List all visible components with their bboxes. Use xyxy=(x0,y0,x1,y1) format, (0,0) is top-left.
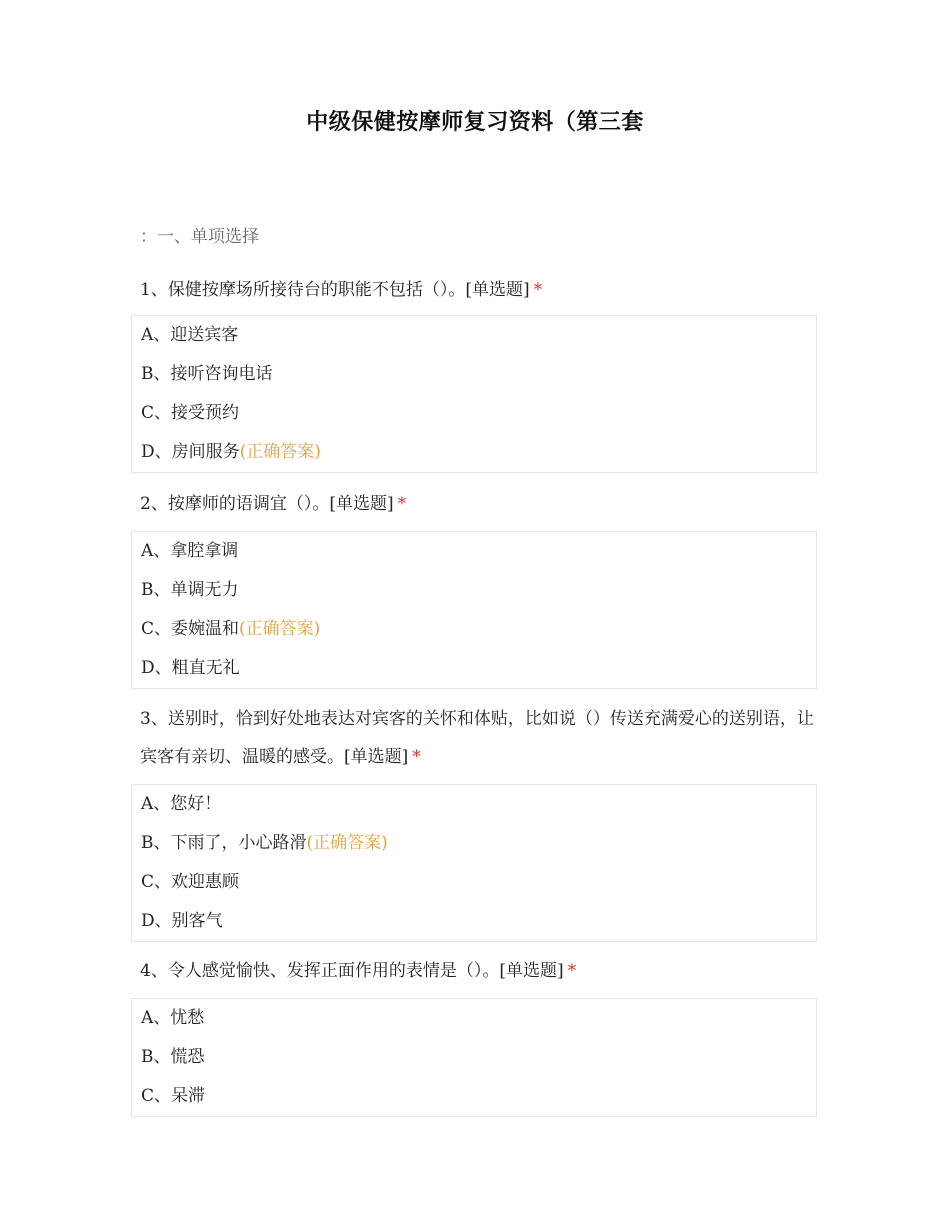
option-label: B、接听咨询电话 xyxy=(141,364,273,384)
question-3 xyxy=(140,700,820,776)
question-text: 4、令人感觉愉快、发挥正面作用的表情是（）。[单选题] xyxy=(140,961,564,981)
question-text: 1、保健按摩场所接待台的职能不包括（）。[单选题] xyxy=(140,280,530,300)
question-4 xyxy=(140,952,820,990)
option-1b[interactable] xyxy=(132,355,816,394)
options-box-3 xyxy=(131,784,817,942)
question-text: 3、送别时，恰到好处地表达对宾客的关怀和体贴，比如说（）传送充满爱心的送别语，让宾客有亲切、温暖的感受。[单选题] xyxy=(140,709,814,767)
option-1c[interactable] xyxy=(132,394,816,433)
correct-answer-label: (正确答案) xyxy=(239,442,321,462)
option-4a[interactable] xyxy=(132,999,816,1038)
options-box-1 xyxy=(131,315,817,473)
option-3c[interactable] xyxy=(132,863,816,902)
option-1d[interactable] xyxy=(132,433,816,472)
correct-answer-label: (正确答案) xyxy=(239,619,321,639)
option-3d[interactable] xyxy=(132,902,816,941)
option-label: B、慌恐 xyxy=(141,1047,205,1067)
option-4b[interactable] xyxy=(132,1038,816,1077)
option-2a[interactable] xyxy=(132,532,816,571)
question-text: 2、按摩师的语调宜（）。[单选题] xyxy=(140,494,394,514)
section-heading: ：一、单项选择 xyxy=(140,227,259,247)
option-1a[interactable] xyxy=(132,316,816,355)
options-box-2 xyxy=(131,531,817,689)
option-label: D、房间服务 xyxy=(141,442,240,462)
required-mark: * xyxy=(397,494,407,514)
correct-answer-label: (正确答案) xyxy=(306,833,388,853)
option-label: A、忧愁 xyxy=(141,1008,205,1028)
options-box-4 xyxy=(131,998,817,1117)
option-2b[interactable] xyxy=(132,571,816,610)
option-label: A、迎送宾客 xyxy=(141,325,239,345)
option-2c[interactable] xyxy=(132,610,816,649)
option-label: C、呆滞 xyxy=(141,1086,206,1106)
option-label: C、欢迎惠顾 xyxy=(141,872,240,892)
option-label: B、单调无力 xyxy=(141,580,239,600)
required-mark: * xyxy=(567,961,577,981)
option-4c[interactable] xyxy=(132,1077,816,1116)
option-label: C、委婉温和 xyxy=(141,619,240,639)
option-label: A、您好！ xyxy=(141,794,222,814)
required-mark: * xyxy=(533,280,543,300)
option-label: C、接受预约 xyxy=(141,403,240,423)
required-mark: * xyxy=(412,747,421,767)
question-2 xyxy=(140,485,820,523)
question-1 xyxy=(140,271,820,309)
option-label: D、粗直无礼 xyxy=(141,658,240,678)
page-title: 中级保健按摩师复习资料（第三套 xyxy=(306,110,644,135)
option-3a[interactable] xyxy=(132,785,816,824)
option-label: D、别客气 xyxy=(141,911,223,931)
option-2d[interactable] xyxy=(132,649,816,688)
option-label: B、下雨了，小心路滑 xyxy=(141,833,307,853)
option-3b[interactable] xyxy=(132,824,816,863)
option-label: A、拿腔拿调 xyxy=(141,541,239,561)
